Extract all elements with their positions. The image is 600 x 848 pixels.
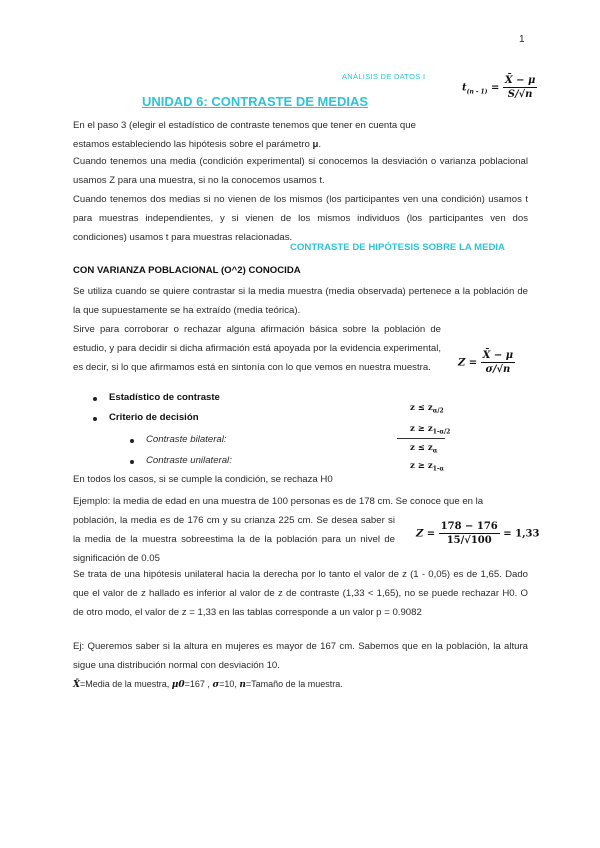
formula-ex-result: = 1,33 <box>503 528 540 540</box>
criterion-3-text: z ≤ z <box>410 443 433 453</box>
formula-t-den-s: S <box>507 89 515 100</box>
sub-bullet-bilateral: Contraste bilateral: <box>146 434 227 445</box>
legend-x-text: =Media de la muestra, <box>79 679 172 689</box>
formula-z-eq: = <box>468 357 478 369</box>
t-statistic-formula: $t_{(n - 1)}$ = $\frac{X̄ - \mu}{S/√n}$ <box>462 75 536 100</box>
variable-legend <box>73 675 343 695</box>
example-z-formula: Z = $\frac{178 - 176}{15/√100}$ = 1,33 <box>416 521 540 546</box>
intro-p1-end: . <box>318 139 321 150</box>
criterion-1-sub: α/2 <box>432 407 444 415</box>
criterion-bilateral-upper <box>410 424 450 436</box>
conclusion-text: En todos los casos, si se cumple la condición, se rechaza H0 <box>73 474 333 485</box>
bullet-dot <box>93 417 97 421</box>
criterion-bilateral-lower <box>410 403 444 415</box>
bullet-dot <box>93 397 97 401</box>
explanation-paragraph: Se trata de una hipótesis unilateral hacia la derecha por lo tanto el valor de z (1 - 0,05) es de 1,65. Dado que el valor de z hallado es inferior al valor de z de contraste (1,33 < 1,65), no se puede rechazar H0. O de otro modo, el valor de z = 1,33 en las tablas corresponde a un valor p = 0.9082 <box>73 569 528 618</box>
formula-t-lhs: t <box>462 82 467 94</box>
criterion-4-text: z ≥ z <box>410 461 433 471</box>
intro-paragraph-2: Cuando tenemos una media (condición experimental) si conocemos la desviación o varianza poblacional usamos Z para una muestra, si no la conocemos usamos t. <box>73 156 528 186</box>
sub-bullet-dot <box>130 439 134 443</box>
example-rest: población, la media es de 176 cm y su crianza 225 cm. Se desea saber si la media de la muestra sobreestima la de la población para un nivel de significación de 0.05 <box>73 515 395 564</box>
formula-t-den-n: √n <box>518 89 533 100</box>
exercise-paragraph: Ej: Queremos saber si la altura en mujeres es mayor de 167 cm. Sabemos que en la población, la altura sigue una distribución normal con desviación 10. <box>73 641 528 671</box>
example-line-1: Ejemplo: la media de edad en una muestra de 100 personas es de 178 cm. Se conoce que en la <box>73 496 484 507</box>
body-paragraph-2: Sirve para corroborar o rechazar alguna afirmación básica sobre la población de estudio, y para decidir si dicha afirmación está apoyada por la evidencia experimental, es decir, si lo que afirmamos está en sintonía con lo que vemos en nuestra muestra. <box>73 324 441 373</box>
page-number: 1 <box>519 34 525 45</box>
criterion-2-sub: 1-α/2 <box>432 428 451 436</box>
body-paragraph-1: Se utiliza cuando se quiere contrastar si la media muestra (media observada) pertenece a la población de la que supuestamente se ha extraído (media teórica). <box>73 286 528 316</box>
criterion-unilateral-lower <box>410 443 437 455</box>
criterion-unilateral-upper <box>410 461 444 473</box>
sub-bullet-unilateral: Contraste unilateral: <box>146 455 232 466</box>
intro-paragraph-1 <box>73 116 463 154</box>
legend-sigma-symbol: σ <box>212 680 220 690</box>
formula-z-lhs: Z <box>458 357 466 369</box>
legend-x-symbol: X̄ <box>73 680 80 690</box>
criterion-3-sub: α <box>432 447 438 455</box>
criterion-4-sub: 1-α <box>432 465 444 473</box>
criterion-1-text: z ≤ z <box>410 403 433 413</box>
formula-t-lhs-sub: (n - 1) <box>466 88 488 96</box>
legend-n-text: =Tamaño de la muestra. <box>245 679 343 689</box>
formula-z-numerator: X̄ − μ <box>482 350 514 361</box>
formula-ex-numerator: 178 − 176 <box>440 521 498 532</box>
sub-bullet-dot <box>130 460 134 464</box>
mu-symbol: μ <box>312 139 319 150</box>
formula-ex-den-a: 15 <box>446 535 461 546</box>
z-statistic-formula: Z = $\frac{X̄ - \mu}{\sigma/√n}$ <box>458 350 514 375</box>
formula-t-eq: = <box>491 82 500 94</box>
formula-z-den-n: √n <box>496 364 511 375</box>
formula-ex-lhs: Z <box>416 528 424 540</box>
bullet-decision-criterion: Criterio de decisión <box>109 412 199 423</box>
intro-p1-line2: estamos estableciendo las hipótesis sobre el parámetro <box>73 139 313 150</box>
page-title: UNIDAD 6: CONTRASTE DE MEDIAS <box>142 94 369 109</box>
criteria-divider <box>397 438 445 439</box>
subheading: CON VARIANZA POBLACIONAL (O^2) CONOCIDA <box>73 265 301 276</box>
criterion-2-text: z ≥ z <box>410 424 433 434</box>
legend-mu-symbol: μ0 <box>171 680 185 690</box>
header-label: ANÁLISIS DE DATOS I <box>342 72 426 81</box>
formula-t-numerator: X̄ − μ <box>504 75 536 86</box>
intro-p1-line1: En el paso 3 (elegir el estadístico de contraste tenemos que tener en cuenta que <box>73 120 416 131</box>
legend-mu-text: =167 , <box>184 679 213 689</box>
intro-paragraph-3: Cuando tenemos dos medias si no vienen de los mismos (los participantes ven una condición) usamos t para muestras independientes, y si vienen de los mismos individuos (los participantes ven dos condiciones) usamos t para muestras relacionadas. <box>73 194 528 243</box>
bullet-statistic: Estadístico de contraste <box>109 392 220 403</box>
section-heading: CONTRASTE DE HIPÓTESIS SOBRE LA MEDIA <box>290 242 505 253</box>
formula-ex-eq: = <box>426 528 436 540</box>
legend-n-symbol: n <box>239 680 246 690</box>
formula-ex-den-b: √100 <box>464 535 492 546</box>
formula-z-den-sigma: σ <box>485 364 493 375</box>
legend-sigma-text: =10, <box>219 679 240 689</box>
